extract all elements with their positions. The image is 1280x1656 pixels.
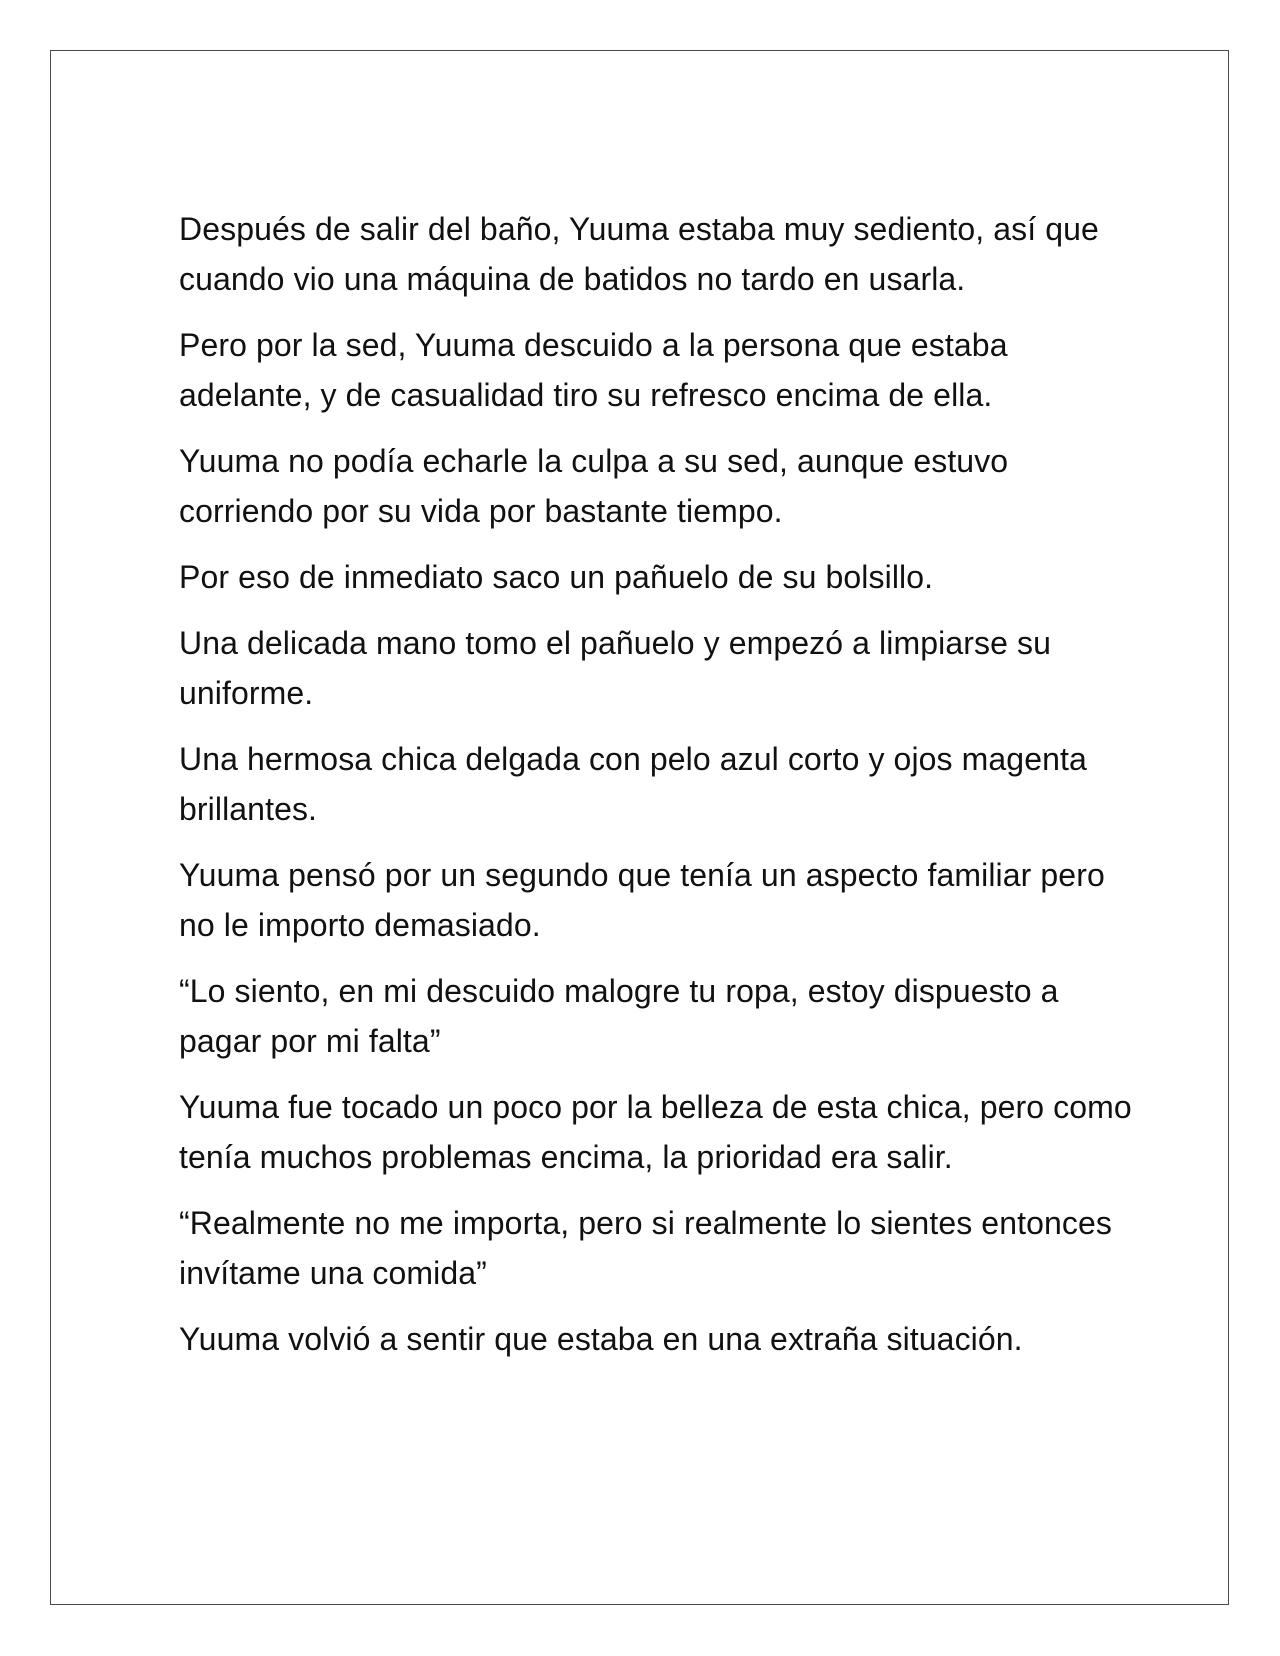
paragraph: Por eso de inmediato saco un pañuelo de su bolsillo. xyxy=(179,559,934,595)
paragraph: “Lo siento, en mi descuido malogre tu ropa, estoy dispuesto a pagar por mi falta” xyxy=(179,973,1059,1059)
paragraph: Pero por la sed, Yuuma descuido a la persona que estaba adelante, y de casualidad tiro su refresco encima de ella. xyxy=(179,327,1008,413)
document-page xyxy=(50,50,1229,1605)
paragraph: Yuuma volvió a sentir que estaba en una extraña situación. xyxy=(179,1321,1023,1357)
paragraph: Una delicada mano tomo el pañuelo y empezó a limpiarse su uniforme. xyxy=(179,625,1051,711)
paragraph: Yuuma pensó por un segundo que tenía un aspecto familiar pero no le importo demasiado. xyxy=(179,857,1105,943)
paragraph: Una hermosa chica delgada con pelo azul corto y ojos magenta brillantes. xyxy=(179,741,1087,827)
paragraph: Después de salir del baño, Yuuma estaba muy sediento, así que cuando vio una máquina de batidos no tardo en usarla. xyxy=(179,211,1099,297)
document-body xyxy=(179,204,1139,1380)
paragraph: Yuuma no podía echarle la culpa a su sed, aunque estuvo corriendo por su vida por bastante tiempo. xyxy=(179,443,1009,529)
paragraph: “Realmente no me importa, pero si realmente lo sientes entonces invítame una comida” xyxy=(179,1205,1112,1291)
paragraph: Yuuma fue tocado un poco por la belleza de esta chica, pero como tenía muchos problemas encima, la prioridad era salir. xyxy=(179,1089,1132,1175)
